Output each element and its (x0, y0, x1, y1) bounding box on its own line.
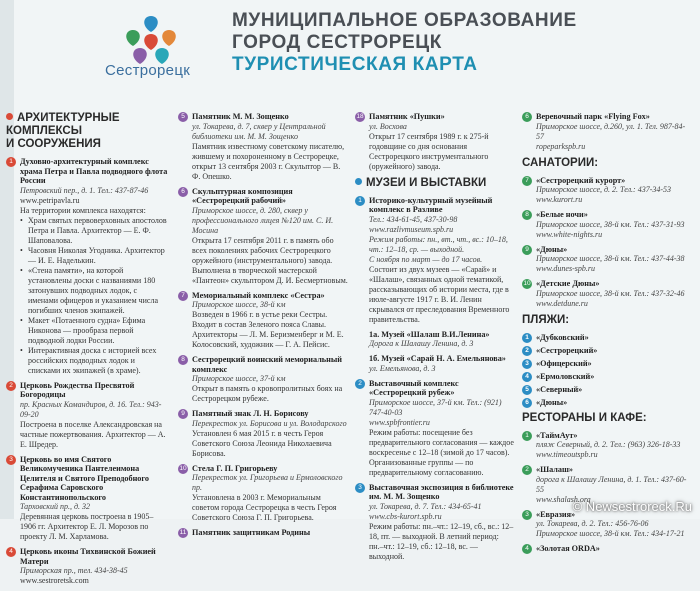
item-address: Перекресток ул. Григорьева и Ермоловского пр. (192, 473, 343, 492)
item-address: Приморское шоссе, д.260, ул. 1. Тел. 987-84-57 (536, 121, 686, 141)
item-web[interactable]: www.detdune.ru (536, 298, 588, 308)
item-name: «Шалаш» (536, 465, 573, 474)
marker-badge: 2 (355, 379, 365, 389)
item-address: Приморское шоссе, 38-й км. Тел.: 437-31-93 (536, 219, 685, 229)
item-address: Петровский пер., д. 1. Тел.: 437-87-46 (20, 185, 149, 195)
marker-badge: 3 (522, 510, 532, 520)
item-name: «Белые ночи» (536, 210, 588, 219)
section-title-beaches: ПЛЯЖИ: (522, 313, 570, 326)
marker-badge: 2 (522, 465, 532, 475)
item-description: Режим работы: посещение без предварительного согласования — каждое воскресенье с 12–18 (зимой до 17 часов). Организованные группы — по предварительному согласованию. (369, 427, 514, 477)
item-name: Выставочный комплекс «Сестрорецкий рубеж» (369, 378, 459, 397)
item-hours: Режим работы: пн., вт., чт., вс.: 10–18, чт.: 12–18, ср. — выходной. (369, 234, 508, 254)
bullet-item: • «Стена памяти», на которой установлены доски с названиями 180 затонувших подводных лодок, с именами офицеров и указанием числа погибших членов экипажей. (20, 266, 168, 316)
item-name: Выставочная экспозиция в библиотеке им. М. М. Зощенко (369, 482, 514, 501)
list-item (6, 381, 168, 450)
item-name: «Дюны» (536, 244, 568, 254)
item-name: Веревочный парк «Flying Fox» (536, 112, 650, 121)
item-name: «Сестрорецкий курорт» (536, 175, 626, 185)
item-hours: С ноября по март — до 17 часов. (369, 254, 483, 264)
item-address: ул. Токарева, д. 2. Тел.: 456-76-06 (536, 519, 649, 528)
marker-badge: 5 (178, 112, 188, 122)
list-item (522, 245, 692, 275)
item-address: Дорога к Шалашу Ленина, д. 3 (369, 339, 474, 348)
item-name: Церковь во имя Святого Великомученика Пантелеимона Целителя и Святого Преподобного Серафима Саровского Константинопольского (20, 454, 149, 502)
section-title-museums: МУЗЕИ И ВЫСТАВКИ (355, 177, 515, 190)
list-item (178, 528, 348, 538)
beach-list (522, 333, 692, 408)
marker-badge: 18 (356, 113, 364, 120)
item-description: Открыта 17 сентября 2011 г. в память обо всех поколениях рабочих Сестрорецкого оружейного (инструментального) завода. Выполнена в творческой мастерской «Пантеон» скульптором Д. И. Бесмертновым. (192, 235, 348, 285)
logo-text: Сестрорецк (105, 62, 191, 79)
list-item (6, 547, 168, 586)
item-description: Состоит из двух музеев — «Сарай» и «Шалаш», связанных одной тематикой, рассказывающих об истории места, где в июле-августе 1917 г. В. И. Ленин скрывался от преследования Временного правительства. (369, 264, 510, 324)
item-name: Мемориальный комплекс «Сестра» (192, 290, 325, 300)
item-name: Скульптурная композиция «Сестрорецкий рабочий» (192, 186, 293, 205)
item-address: Приморское шоссе, 38-й км. Тел.: 434-17-21 (536, 529, 685, 538)
item-web[interactable]: www.timeoutspb.ru (536, 450, 598, 459)
item-name: Церковь иконы Тихвинской Божией Матери (20, 547, 156, 566)
item-address: ул. Токарева, д. 7. Тел.: 434-65-41 (369, 501, 482, 511)
item-address: Приморское шоссе, д. 280, сквер у профессионального лицея №120 им. С. И. Мосина (192, 205, 334, 235)
marker-badge: 6 (178, 187, 188, 197)
marker-badge: 10 (523, 280, 531, 287)
item-name: Стела Г. П. Григорьеву (192, 463, 278, 473)
item-name: 1a. Музей «Шалаш В.И.Ленина» (369, 329, 490, 339)
item-web[interactable]: www.spbfrontier.ru (369, 417, 430, 427)
item-address: Приморское шоссе, 37-й км (192, 374, 286, 383)
list-item (522, 176, 692, 206)
bullet-item: • Храм святых первоверховных апостолов Петра и Павла. Архитектор — Е. Ф. Шаповалова. (20, 216, 168, 246)
marker-badge: 11 (179, 529, 187, 536)
item-address: Тарховский пр., д. 32 (20, 502, 91, 511)
item-name: Памятный знак Л. Н. Борисову (192, 409, 309, 418)
item-name: Историко-культурный музейный комплекс в Разливе (369, 195, 493, 214)
list-item: 1 «Дубковский» (522, 333, 692, 343)
list-item: 2 «Сестрорецкий» (522, 346, 692, 356)
list-item (522, 112, 692, 152)
item-description: Деревянная церковь построена в 1905–1906 гг. Архитектор Е. Л. Морозов по проекту Л. М. Харламова. (20, 512, 154, 541)
item-name: Церковь Рождества Пресвятой Богородицы (20, 380, 135, 399)
item-description: Открыт 17 сентября 1989 г. к 275-й годовщине со дня основания Сестрорецкого инструментального (оружейного) завода. (369, 131, 489, 171)
item-address: Приморское шоссе, 37-й км. Тел.: (921) 747-40-03 (369, 397, 502, 417)
section-dot-icon (355, 178, 362, 185)
item-address: Приморская пр., тел. 434-38-45 (20, 566, 128, 575)
item-description: Установлен 6 мая 2015 г. в честь Героя Советского Союза Леонида Николаевича Борисова. (192, 428, 332, 458)
title-line-2: ГОРОД СЕСТРОРЕЦК (232, 32, 442, 53)
item-description: Установлена в 2003 г. Мемориальным советом города Сестрорецка в честь Героя Советского Союза Г. П. Григорьева. (192, 493, 337, 522)
marker-badge: 6 (522, 112, 532, 122)
column-museums (355, 112, 515, 567)
marker-badge: 4 (522, 544, 532, 554)
marker-badge: 1 (6, 157, 16, 167)
list-item (355, 112, 515, 172)
list-item: 3 «Офицерский» (522, 359, 692, 369)
marker-badge: 3 (355, 483, 365, 493)
column-leisure (522, 112, 692, 559)
item-web[interactable]: www.kurort.ru (536, 195, 583, 204)
watermark: © Newsestroreck.Ru (572, 499, 692, 514)
item-name: «Евразия» (536, 509, 576, 519)
list-item: 5 «Северный» (522, 385, 692, 395)
list-item (355, 354, 515, 374)
item-name: 1б. Музей «Сарай Н. А. Емельянова» (369, 354, 506, 363)
list-item (355, 483, 515, 562)
list-item (522, 431, 692, 461)
item-name: «Золотая ORDA» (536, 544, 600, 553)
item-name: «ТаймАут» (536, 430, 578, 440)
item-description: Возведен в 1966 г. в устье реки Сестры. Входит в состав Зеленого пояса Славы. Архитекторы — Л. М. Беризменберг и М. Е. Колосовский, художник — Г. А. Пейсис. (192, 310, 344, 349)
section-title-sanatoria: САНАТОРИИ: (522, 156, 599, 169)
marker-badge: 1 (522, 431, 532, 441)
item-address: Приморское шоссе, 38-й км (192, 300, 286, 309)
item-description: Режим работы: пн.–чт.: 12–19, сб., вс.: 12–18, пт. — выходной. В летний период: пн.–чт.: 12–19, сб.: 12–18, вс. — выходной. (369, 521, 514, 561)
item-description: Построена в поселке Александровская на частные пожертвования. Архитектор — А. Е. Шредер. (20, 419, 166, 449)
list-item (178, 409, 348, 459)
list-item (178, 112, 348, 182)
marker-badge: 7 (178, 291, 188, 301)
item-web[interactable]: ropeparkspb.ru (536, 141, 586, 151)
list-item (178, 355, 348, 404)
section-dot-icon (6, 113, 13, 120)
list-item (178, 464, 348, 524)
marker-badge: 7 (522, 176, 532, 186)
item-intro: На территории комплекса находятся: (20, 205, 146, 215)
marker-badge: 1 (355, 196, 365, 206)
list-item (178, 291, 348, 351)
item-web[interactable]: www.shalash.org (536, 494, 591, 504)
item-name: Памятник М. М. Зощенко (192, 112, 289, 121)
list-item (522, 279, 692, 309)
item-address: Приморское шоссе, 38-й км. Тел.: 437-44-38 (536, 254, 685, 263)
marker-badge: 8 (178, 355, 188, 365)
marker-badge: 10 (179, 464, 187, 472)
section-title-restaurants: РЕСТОРАНЫ И КАФЕ: (522, 411, 647, 424)
item-address: Приморское шоссе, д. 2. Тел.: 437-34-53 (536, 185, 672, 194)
item-address: Перекресток ул. Борисова и ул. Володарского (192, 418, 347, 428)
list-item (6, 157, 168, 376)
section-title-architecture: АРХИТЕКТУРНЫЕ КОМПЛЕКСЫ И СООРУЖЕНИЯ (6, 112, 120, 150)
item-name: «Детские Дюны» (536, 279, 600, 288)
marker-badge: 3 (6, 455, 16, 465)
item-address: дорога к Шалашу Ленина, д. 1. Тел.: 437-60-55 (536, 474, 687, 494)
item-address: пляж Северный, д. 2. Тел.: (963) 326-18-33 (536, 440, 681, 449)
list-item (178, 187, 348, 286)
list-item (355, 330, 515, 350)
item-name: Сестрорецкий воинский мемориальный комплекс (192, 355, 342, 374)
item-web[interactable]: www.razlivmuseum.spb.ru (369, 224, 454, 234)
item-address: ул. Восхова (369, 121, 407, 131)
item-web[interactable]: www.white-nights.ru (536, 229, 603, 239)
title-line-1: МУНИЦИПАЛЬНОЕ ОБРАЗОВАНИЕ (232, 10, 577, 31)
item-address: Приморское шоссе, 38-й км. Тел.: 437-32-46 (536, 288, 685, 298)
item-name: Памятник «Пушки» (369, 112, 445, 121)
list-item: 4 «Ермоловский» (522, 372, 692, 382)
item-name: Духовно-архитектурный комплекс храма Петра и Павла подводного флота России (20, 157, 168, 185)
list-item (522, 210, 692, 240)
list-item (6, 455, 168, 543)
column-architecture (6, 108, 168, 591)
column-monuments (178, 112, 348, 543)
item-description: Открыт в память о кровопролитных боях на Сестрорецком рубеже. (192, 384, 343, 403)
item-name: Памятник защитникам Родины (192, 528, 311, 537)
marker-badge: 2 (6, 381, 16, 391)
list-item (522, 544, 692, 554)
item-address: ул. Токарева, д. 7, сквер у Центральной библиотеки им. М. М. Зощенко (192, 121, 326, 141)
item-address: ул. Емельянова, д. 3 (369, 363, 436, 373)
page-title (232, 10, 577, 76)
item-web[interactable]: www.sestroretsk.com (20, 576, 89, 585)
item-address: пр. Красных Командиров, д. 16. Тел.: 943-09-20 (20, 399, 162, 419)
marker-badge: 8 (522, 210, 532, 220)
item-web[interactable]: www.petripavla.ru (20, 195, 80, 205)
marker-badge: 9 (178, 409, 188, 419)
item-description: Памятник известному советскому писателю, жившему и похороненному в Сестрорецке, открыт 13 сентября 2003 г. Скульптор — В. Ф. Опешко. (192, 141, 345, 181)
bullet-item: • Макет «Потаенного судна» Ефима Никонова — прообраза первой подводной лодки России. (20, 316, 168, 346)
marker-badge: 9 (522, 245, 532, 255)
marker-badge: 4 (6, 547, 16, 557)
bullet-item: • Часовня Николая Угодника. Архитектор — И. Е. Наделькин. (20, 246, 168, 266)
item-address: Тел.: 434-61-45, 437-30-98 (369, 214, 458, 224)
item-web[interactable]: www.cbs-kurort.spb.ru (369, 511, 442, 521)
item-web[interactable]: www.dunes-spb.ru (536, 264, 595, 273)
title-line-3: ТУРИСТИЧЕСКАЯ КАРТА (232, 54, 478, 75)
bullet-item: • Интерактивная доска с историей всех российских подводных лодок и списками их экипажей (в храме). (20, 346, 168, 376)
list-item (355, 196, 515, 325)
list-item: 6 «Дюны» (522, 398, 692, 408)
list-item (355, 379, 515, 478)
